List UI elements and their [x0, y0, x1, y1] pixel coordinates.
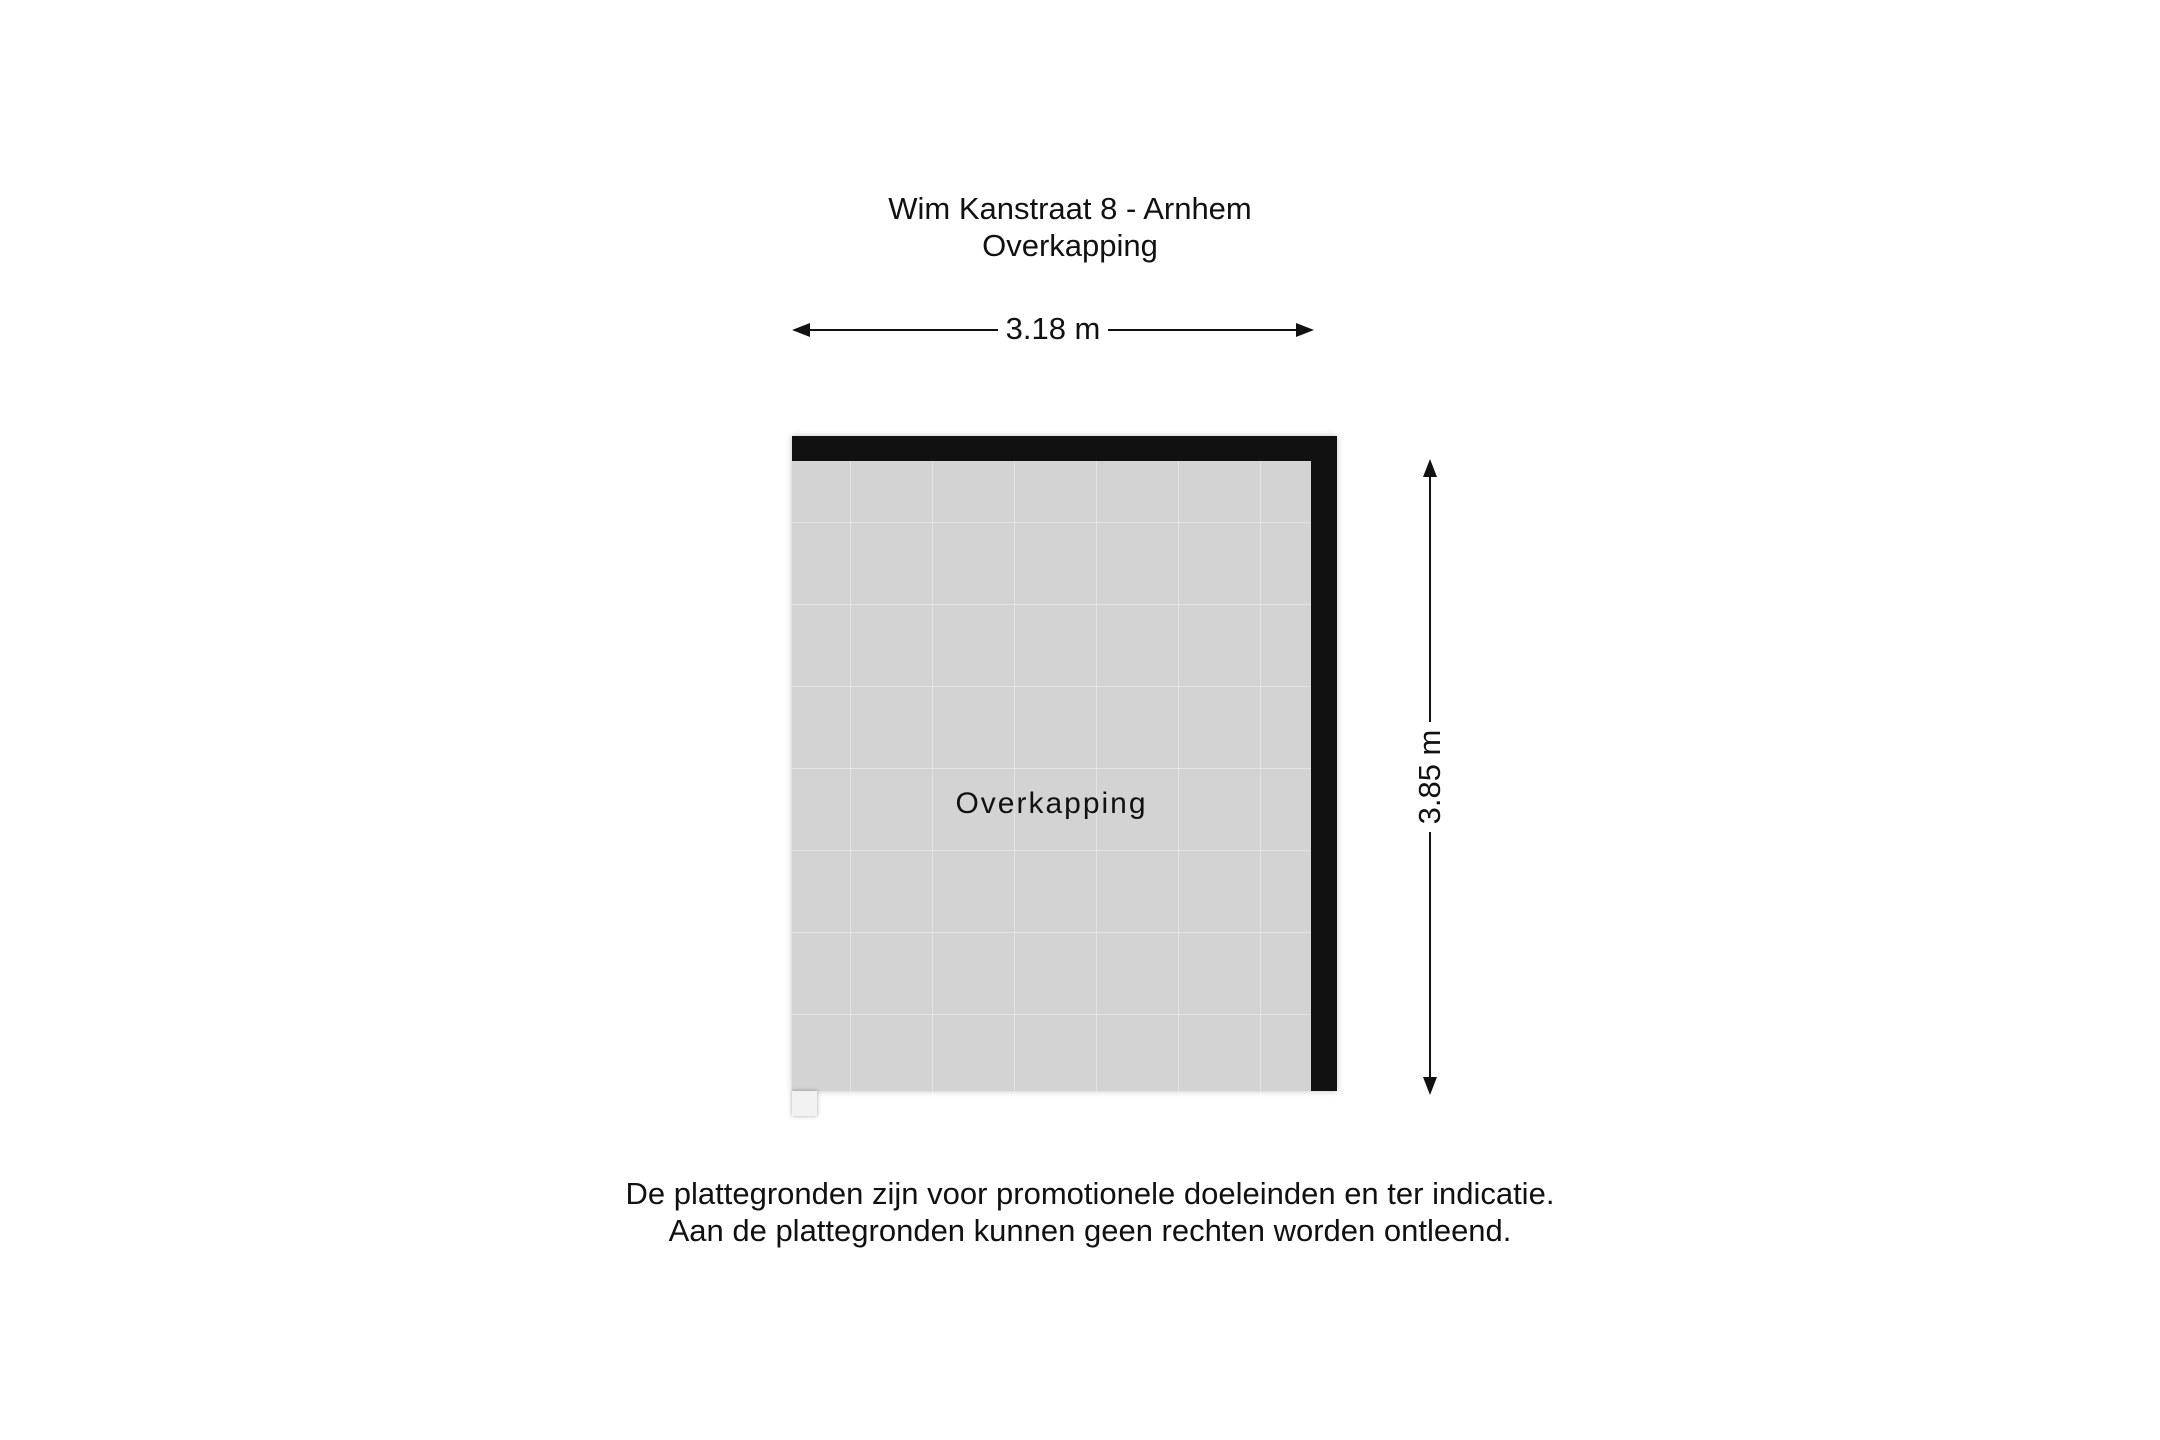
disclaimer: [480, 1175, 1700, 1249]
disclaimer-line-2: Aan de plattegronden kunnen geen rechten worden ontleend.: [668, 1213, 1512, 1248]
depth-label-rotator: [1410, 707, 1450, 847]
plan-title: [780, 190, 1360, 264]
width-dimension: [792, 310, 1314, 350]
depth-label: 3.85 m: [1412, 722, 1447, 833]
width-label: 3.18 m: [998, 311, 1109, 346]
floor-tiles: [792, 461, 1311, 1091]
floor-title: Overkapping: [982, 228, 1158, 263]
room-overkapping: [792, 436, 1337, 1091]
disclaimer-line-1: De plattegronden zijn voor promotionele doeleinden en ter indicatie.: [625, 1176, 1555, 1211]
wall-right: [1311, 436, 1337, 1091]
room-label: Overkapping: [955, 787, 1148, 820]
depth-dimension: [1410, 459, 1450, 1095]
address-title: Wim Kanstraat 8 - Arnhem: [888, 191, 1252, 226]
width-label-wrap: [792, 311, 1314, 347]
arrow-down-icon: [1423, 1077, 1437, 1095]
arrow-up-icon: [1423, 459, 1437, 477]
corner-post-marker: [792, 1091, 817, 1116]
wall-top: [792, 436, 1337, 461]
